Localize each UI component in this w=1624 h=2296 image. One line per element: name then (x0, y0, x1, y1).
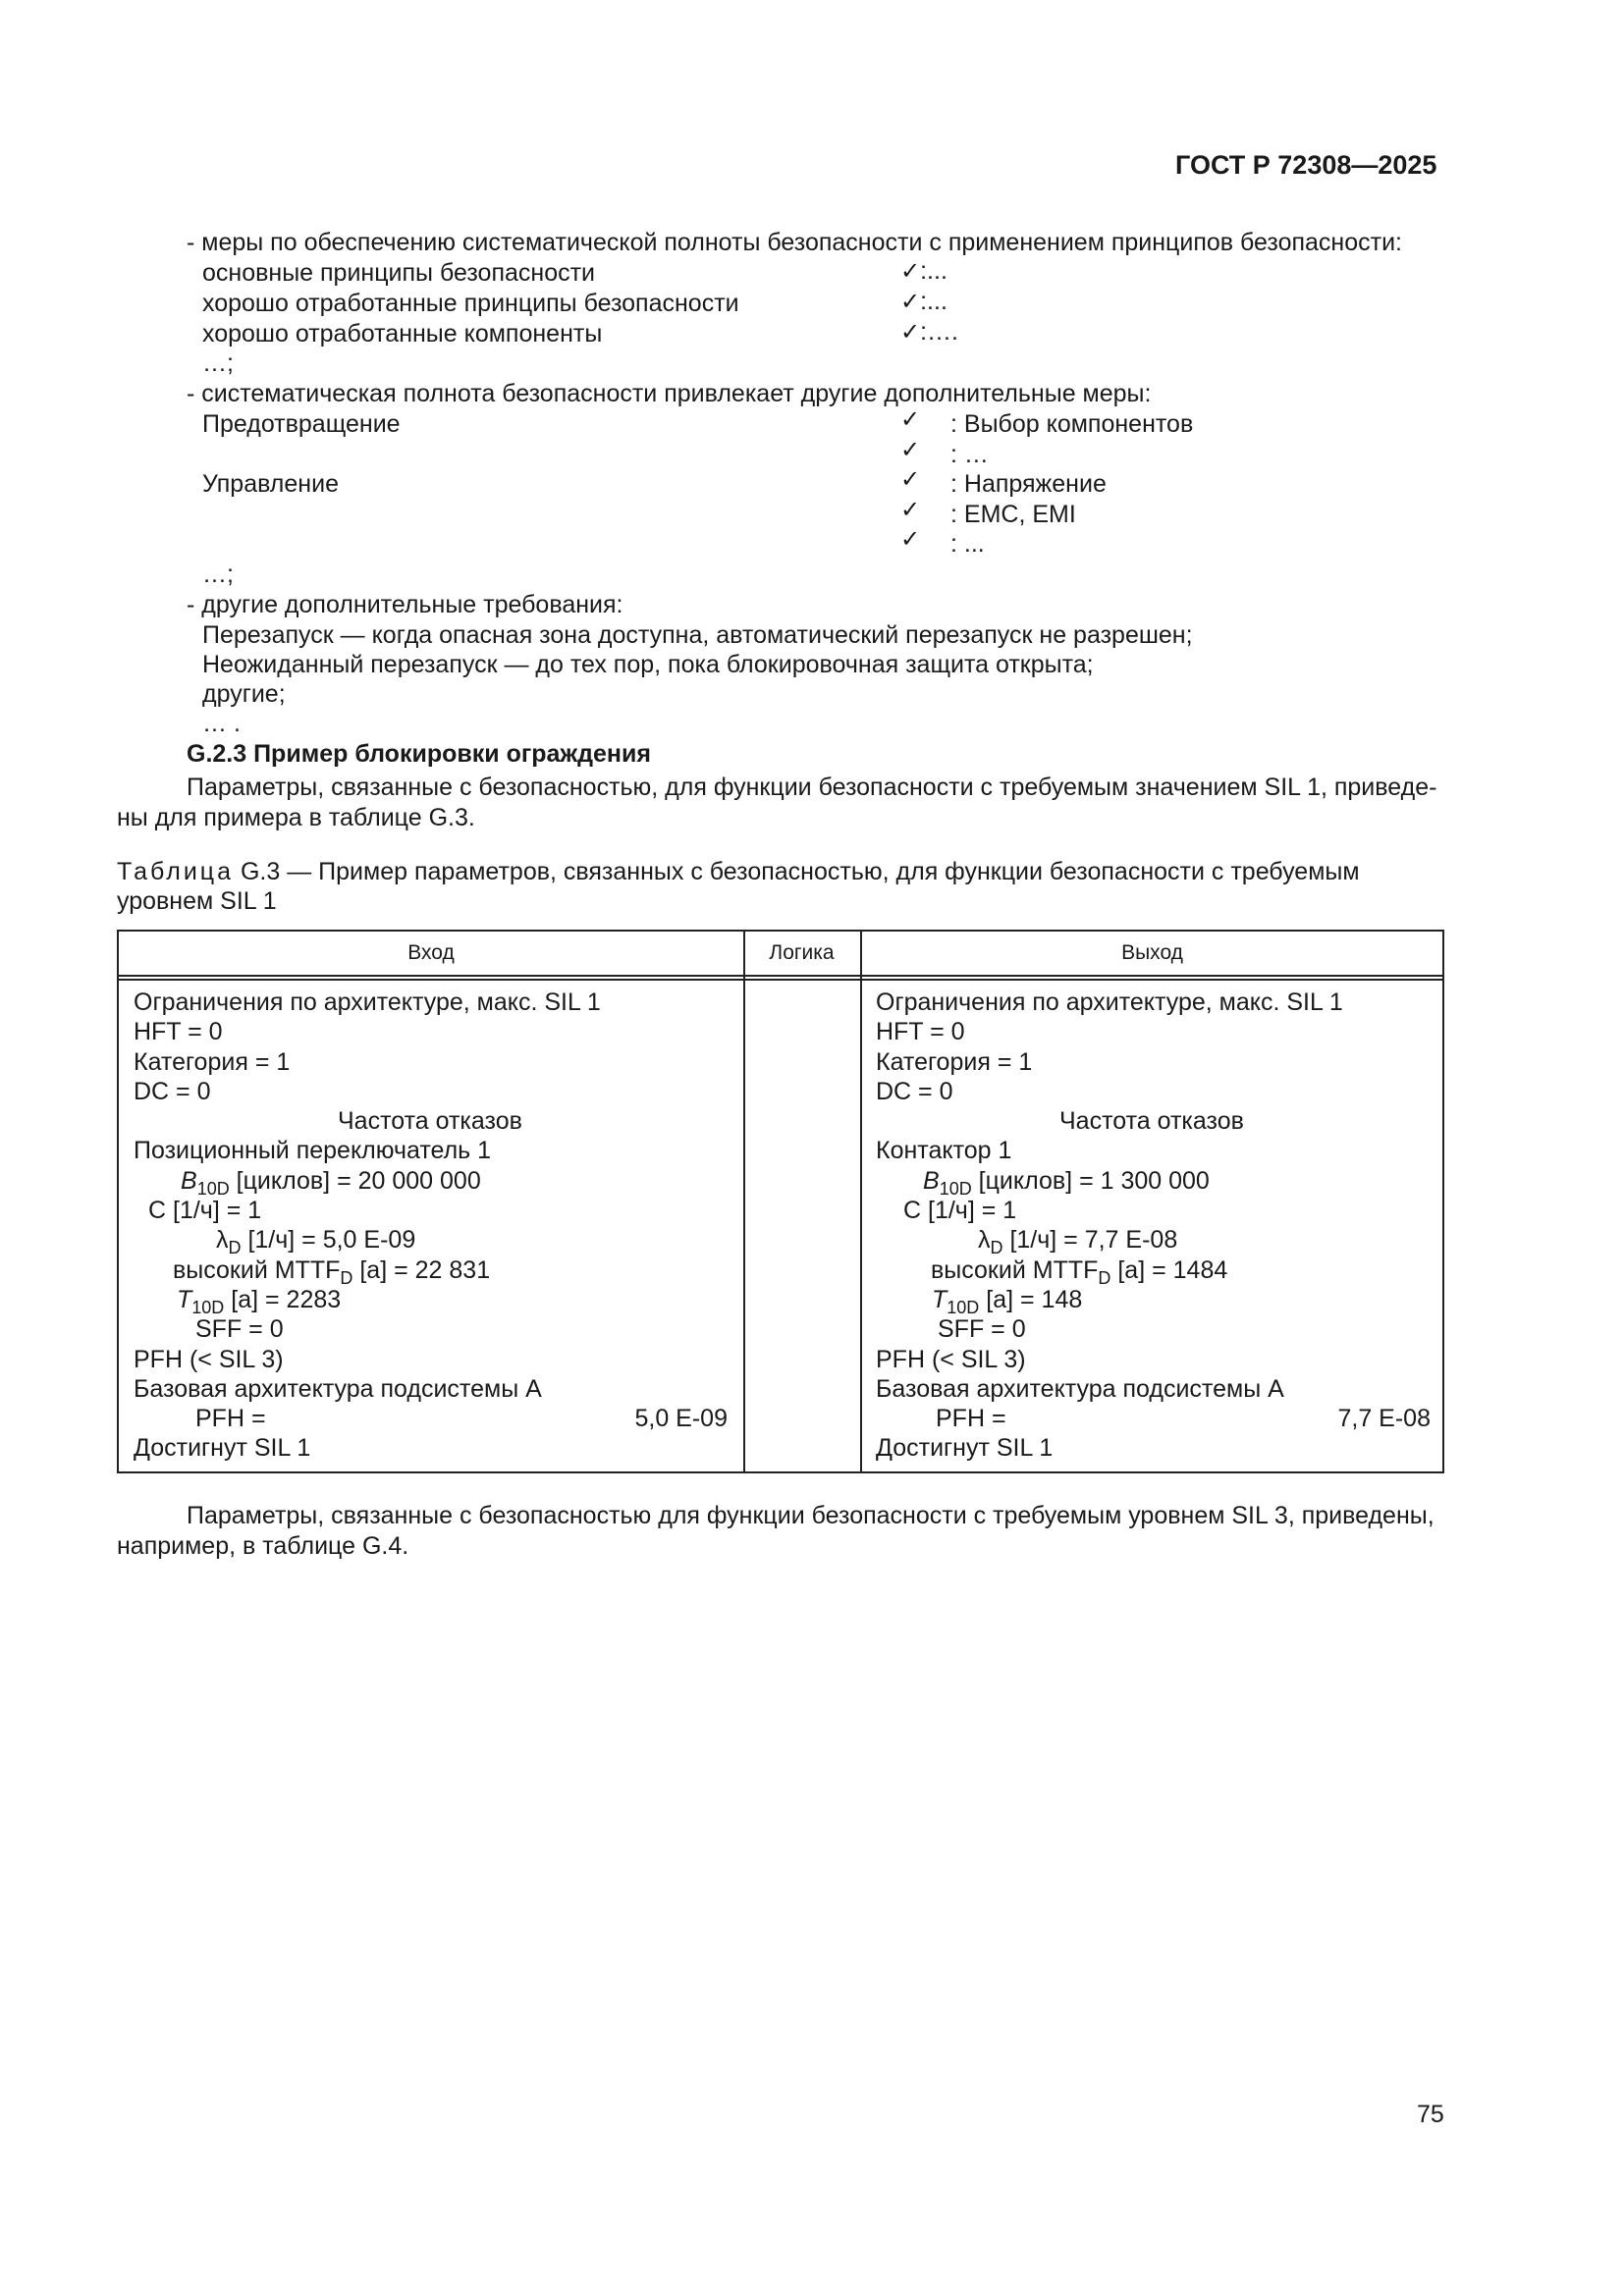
arch-constraint: Ограничения по архитектуре, макс. SIL 1 (876, 988, 1343, 1016)
base-architecture: Базовая архитектура подсистемы А (134, 1374, 542, 1403)
failure-rate-heading: Частота отказов (338, 1107, 522, 1136)
check-mark-icon: ✓ (900, 318, 921, 346)
c-value: C [1/ч] = 1 (148, 1197, 262, 1225)
column-divider (743, 932, 745, 1471)
pfh-value: 5,0 E-09 (634, 1405, 728, 1433)
prevention-label: Предотвращение (202, 410, 401, 438)
parameters-table (117, 930, 1444, 1473)
measure-item: : Напряжение (950, 470, 1107, 498)
b10d-value: $B_{10D}$ [циклов] = 20 000 000 (181, 1166, 481, 1199)
section3-line: Перезапуск — когда опасная зона доступна, автоматический перезапуск не разрешен; (202, 621, 1193, 649)
t10d-value: $T_{10D}$ [a] = 148 (932, 1285, 1083, 1317)
section1-item-label: основные принципы безопасности (202, 259, 596, 287)
arch-constraint: Ограничения по архитектуре, макс. SIL 1 (134, 988, 601, 1016)
paragraph-line: ны для примера в таблице G.3. (117, 804, 475, 831)
section1-item-value: ✓:... (900, 257, 947, 285)
category-value: Категория = 1 (134, 1047, 291, 1076)
check-mark-icon: ✓ (900, 496, 921, 523)
paragraph-line: Параметры, связанные с безопасностью для функции безопасности с требуемым уровнем SIL 3, приведены, (187, 1502, 1435, 1529)
category-value: Категория = 1 (876, 1047, 1033, 1076)
header-divider (119, 975, 1442, 977)
sil-achieved: Достигнут SIL 1 (876, 1434, 1054, 1463)
c-value: C [1/ч] = 1 (903, 1197, 1017, 1225)
section-heading: G.2.3 Пример блокировки ограждения (187, 740, 651, 768)
section1-item-label: хорошо отработанные компоненты (202, 320, 603, 347)
t10d-value: $T_{10D}$ [a] = 2283 (177, 1285, 342, 1317)
pfh-row: PFH = 5,0 E-09 (195, 1405, 728, 1433)
hft-value: HFT = 0 (134, 1018, 223, 1046)
sil-achieved: Достигнут SIL 1 (134, 1434, 311, 1463)
control-label: Управление (202, 470, 339, 498)
column-header-output: Выход (1121, 941, 1183, 964)
document-code: ГОСТ Р 72308—2025 (1175, 150, 1437, 180)
lambda-value: $\lambda_D$ [1/ч] = 7,7 E-08 (978, 1226, 1178, 1258)
check-mark-icon: ✓ (900, 465, 921, 493)
section3-line: другие; (202, 680, 286, 708)
section1-ellipsis: …; (202, 349, 234, 377)
pfh-value: 7,7 E-08 (1337, 1405, 1431, 1433)
input-cell (134, 988, 728, 1464)
section3-line: Неожиданный перезапуск — до тех пор, пока блокировочная защита открыта; (202, 651, 1094, 678)
section1-item-value: ✓:…. (900, 318, 959, 346)
column-divider (860, 932, 862, 1471)
check-mark-icon: ✓ (900, 405, 921, 433)
output-cell (876, 988, 1431, 1464)
dc-value: DC = 0 (134, 1077, 211, 1105)
check-mark-icon: ✓ (900, 436, 921, 463)
paragraph-line: Параметры, связанные с безопасностью, для функции безопасности с требуемым значением SIL 1, приведе- (187, 774, 1437, 801)
check-mark-icon: ✓ (900, 257, 921, 285)
pfh-limit: PFH (< SIL 3) (134, 1345, 284, 1373)
measure-item: : … (950, 441, 989, 468)
measure-item: : EMC, EMI (950, 501, 1076, 528)
section3-line: … . (202, 710, 241, 737)
section1-item-label: хорошо отработанные принципы безопасности (202, 290, 739, 317)
section1-item-value: ✓:... (900, 288, 947, 315)
mttf-value: высокий $MTTF_D$ [a] = 1484 (931, 1255, 1228, 1288)
sff-value: SFF = 0 (195, 1315, 284, 1344)
dc-value: DC = 0 (876, 1077, 953, 1105)
measure-item: : Выбор компонентов (950, 410, 1194, 438)
mttf-value: высокий $MTTF_D$ [a] = 22 831 (173, 1255, 491, 1288)
paragraph-line: например, в таблице G.4. (117, 1532, 409, 1560)
pfh-row: PFH = 7,7 E-08 (936, 1405, 1431, 1433)
device-name: Позиционный переключатель 1 (134, 1137, 492, 1165)
table-caption-continued: уровнем SIL 1 (117, 887, 277, 915)
lambda-value: $\lambda_D$ [1/ч] = 5,0 E-09 (216, 1226, 416, 1258)
base-architecture: Базовая архитектура подсистемы А (876, 1374, 1284, 1403)
check-mark-icon: ✓ (900, 525, 921, 553)
section3-intro: - другие дополнительные требования: (187, 591, 623, 618)
hft-value: HFT = 0 (876, 1018, 965, 1046)
failure-rate-heading: Частота отказов (1059, 1107, 1244, 1136)
section2-ellipsis: …; (202, 561, 234, 588)
b10d-value: $B_{10D}$ [циклов] = 1 300 000 (923, 1166, 1210, 1199)
section2-intro: - систематическая полнота безопасности привлекает другие дополнительные меры: (187, 380, 1152, 407)
page-number: 75 (1417, 2101, 1444, 2128)
header-divider (119, 979, 1442, 981)
pfh-limit: PFH (< SIL 3) (876, 1345, 1026, 1373)
section1-intro: - меры по обеспечению систематической полноты безопасности с применением принципов безопасности: (187, 229, 1402, 256)
device-name: Контактор 1 (876, 1137, 1012, 1165)
sff-value: SFF = 0 (938, 1315, 1026, 1344)
check-mark-icon: ✓ (900, 288, 921, 315)
column-header-input: Вход (407, 941, 455, 964)
table-caption: Таблица G.3 — Пример параметров, связанных с безопасностью, для функции безопасности с требуемым (117, 858, 1360, 885)
column-header-logic: Логика (769, 941, 835, 964)
measure-item: : ... (950, 530, 985, 558)
